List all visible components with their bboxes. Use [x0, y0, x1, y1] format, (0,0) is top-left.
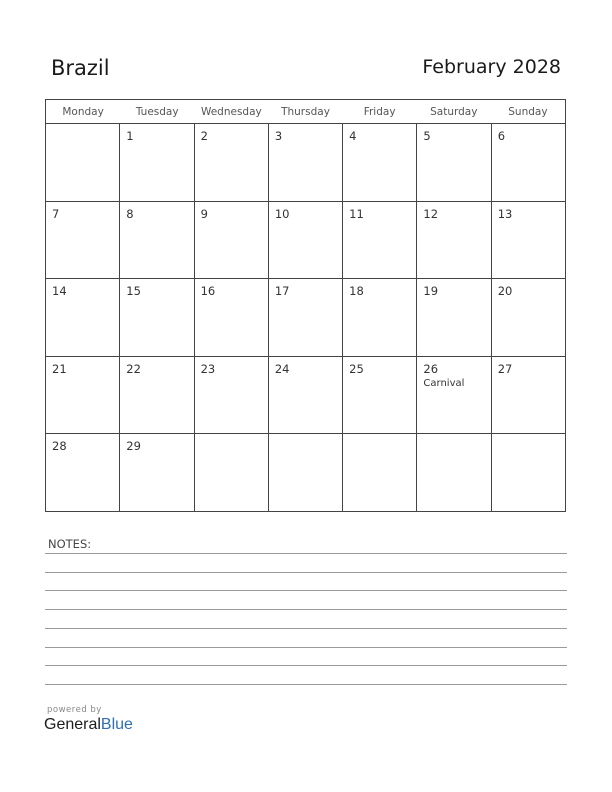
day-number: 29: [126, 439, 141, 454]
day-number: 17: [274, 284, 290, 299]
day-cell-21: [46, 357, 120, 434]
weekday-tuesday: Tuesday: [135, 106, 179, 118]
day-number: 26: [423, 361, 439, 376]
day-number: 12: [423, 206, 439, 221]
week-row: [46, 202, 565, 280]
weekday-friday: Friday: [363, 106, 396, 118]
day-number: 8: [126, 206, 134, 221]
day-cell-2: [195, 124, 269, 201]
holiday-label: Carnival: [423, 377, 465, 389]
week-row: [46, 124, 565, 202]
day-cell-empty: [417, 434, 491, 511]
day-cell-24: [269, 357, 343, 434]
brand-blue: Blue: [100, 716, 133, 733]
weekday-sunday: Sunday: [508, 106, 548, 118]
day-cell-13: [492, 202, 565, 279]
week-row: [46, 357, 565, 435]
day-cell-6: [492, 124, 565, 201]
day-cell-22: [120, 357, 194, 434]
day-cell-empty: [269, 434, 343, 511]
day-number: 19: [423, 284, 439, 299]
weekday-monday: Monday: [62, 106, 104, 118]
day-number: 21: [52, 361, 67, 376]
note-line: [45, 628, 567, 629]
note-line: [45, 684, 567, 685]
note-line: [45, 553, 567, 554]
day-number: 22: [126, 361, 141, 376]
day-number: 1: [126, 129, 134, 143]
day-cell-20: [492, 279, 565, 356]
day-cell-9: [195, 202, 269, 279]
day-cell-12: [417, 202, 491, 279]
day-cell-27: [492, 357, 565, 434]
country-title: Brazil: [51, 56, 110, 80]
day-cell-14: [46, 279, 120, 356]
note-line: [45, 572, 567, 573]
day-cell-28: [46, 434, 120, 511]
day-cell-29: [120, 434, 194, 511]
notes-label: NOTES:: [48, 537, 92, 551]
day-number: 7: [52, 206, 60, 221]
day-number: 10: [274, 206, 290, 221]
day-cell-5: [417, 124, 491, 201]
note-line: [45, 609, 567, 610]
weekday-thursday: Thursday: [281, 106, 330, 118]
day-number: 3: [274, 129, 283, 143]
day-cell-3: [269, 124, 343, 201]
day-cell-17: [269, 279, 343, 356]
day-cell-empty: [492, 434, 565, 511]
weekday-saturday: Saturday: [430, 106, 478, 118]
day-cell-empty: [195, 434, 269, 511]
week-row: [46, 434, 565, 511]
day-number: 13: [497, 206, 513, 221]
day-cell-8: [120, 202, 194, 279]
day-number: 23: [200, 361, 216, 376]
day-cell-25: [343, 357, 417, 434]
day-cell-15: [120, 279, 194, 356]
month-title: February 2028: [422, 56, 561, 78]
day-number: 14: [52, 284, 67, 299]
day-cell-4: [343, 124, 417, 201]
generalblue-logo[interactable]: [44, 716, 133, 734]
day-number: 15: [126, 284, 141, 299]
day-cell-23: [195, 357, 269, 434]
note-line: [45, 665, 567, 666]
calendar-grid: [45, 99, 566, 512]
day-cell-1: [120, 124, 194, 201]
note-line: [45, 647, 567, 648]
day-number: 9: [200, 206, 208, 221]
powered-by-text: powered by: [47, 705, 102, 715]
brand-general: General: [44, 716, 101, 733]
day-cell-empty: [46, 124, 120, 201]
day-cell-11: [343, 202, 417, 279]
day-number: 5: [423, 129, 431, 143]
weeks-container: [46, 124, 565, 511]
day-cell-empty: [343, 434, 417, 511]
weekday-header-row: [46, 100, 565, 124]
day-cell-18: [343, 279, 417, 356]
day-number: 4: [349, 129, 357, 143]
day-cell-19: [417, 279, 491, 356]
day-number: 6: [497, 129, 506, 143]
day-number: 20: [497, 284, 513, 299]
note-line: [45, 590, 567, 591]
day-number: 16: [200, 284, 216, 299]
day-cell-7: [46, 202, 120, 279]
day-number: 24: [274, 361, 290, 376]
weekday-wednesday: Wednesday: [200, 106, 262, 118]
day-number: 2: [200, 129, 208, 143]
day-number: 27: [497, 361, 513, 376]
day-number: 18: [349, 284, 364, 299]
week-row: [46, 279, 565, 357]
day-cell-26: [417, 357, 491, 434]
day-number: 28: [52, 439, 67, 454]
day-number: 11: [349, 206, 364, 221]
day-cell-16: [195, 279, 269, 356]
day-number: 25: [349, 361, 364, 376]
day-cell-10: [269, 202, 343, 279]
